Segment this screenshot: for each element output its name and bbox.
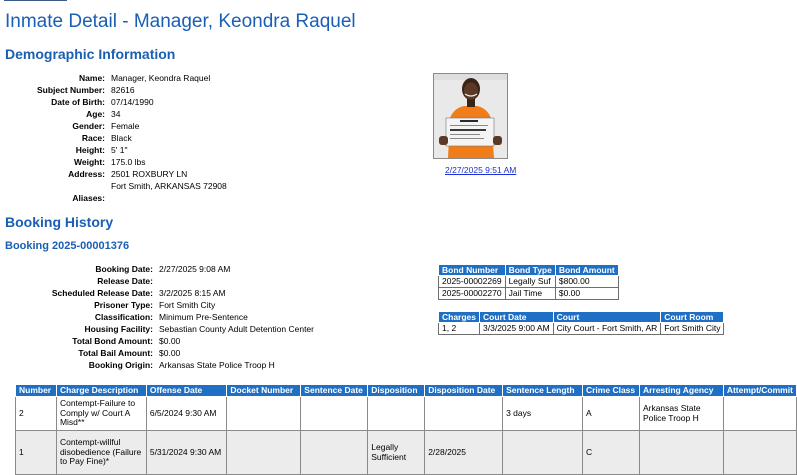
booking-origin-label: Booking Origin:	[88, 360, 153, 370]
demo-row-height	[20, 144, 227, 156]
docket-number-cell	[227, 431, 301, 475]
classification-value: Minimum Pre-Sentence	[159, 312, 248, 322]
booking-row-bail-total	[20, 347, 314, 359]
charge-description-cell: Contempt-Failure to Comply w/ Court A Misd**	[56, 397, 146, 431]
name-label: Name:	[79, 73, 105, 83]
court-charges-header: Charges	[439, 312, 480, 323]
bond-type-cell: Jail Time	[505, 288, 555, 300]
aliases-label: Aliases:	[72, 193, 105, 203]
release-date-label: Release Date:	[97, 276, 153, 286]
booking-date-value: 2/27/2025 9:08 AM	[159, 264, 231, 274]
charge-row	[16, 397, 797, 431]
prisoner-type-label: Prisoner Type:	[94, 300, 153, 310]
bond-amount-header: Bond Amount	[555, 265, 618, 276]
booking-row-bond-total	[20, 335, 314, 347]
dob-value: 07/14/1990	[111, 97, 154, 107]
charge-description-header: Charge Description	[56, 385, 146, 397]
charge-row	[16, 431, 797, 475]
address-line-1: 2501 ROXBURY LN	[111, 169, 188, 179]
person-photo-icon	[434, 74, 507, 158]
scheduled-release-value: 3/2/2025 8:15 AM	[159, 288, 226, 298]
attempt-commit-header: Attempt/Commit	[723, 385, 796, 397]
inmate-photo[interactable]	[433, 73, 508, 159]
booking-row-release	[20, 275, 314, 287]
height-label: Height:	[75, 145, 105, 155]
charge-number-header: Number	[16, 385, 57, 397]
disposition-date-cell: 2/28/2025	[425, 431, 503, 475]
bond-type-cell: Legally Suf	[505, 276, 555, 288]
court-room-cell: Fort Smith City	[661, 323, 724, 335]
offense-date-header: Offense Date	[146, 385, 227, 397]
address-line-2: Fort Smith, ARKANSAS 72908	[111, 181, 227, 191]
booking-details-table	[20, 263, 314, 371]
housing-facility-label: Housing Facility:	[84, 324, 153, 334]
age-label: Age:	[86, 109, 105, 119]
dob-label: Date of Birth:	[51, 97, 105, 107]
attempt-commit-cell	[723, 431, 796, 475]
court-header-row	[439, 312, 724, 323]
arresting-agency-cell: Arkansas State Police Troop H	[639, 397, 723, 431]
court-date-header: Court Date	[480, 312, 554, 323]
offense-date-cell: 6/5/2024 9:30 AM	[146, 397, 227, 431]
sentence-length-cell: 3 days	[503, 397, 583, 431]
disposition-date-cell	[425, 397, 503, 431]
demo-row-race	[20, 132, 227, 144]
booking-row-date	[20, 263, 314, 275]
address-label: Address:	[68, 169, 105, 179]
court-charges-cell: 1, 2	[439, 323, 480, 335]
height-value: 5' 1"	[111, 145, 128, 155]
bond-row	[439, 276, 619, 288]
bond-amount-cell: $800.00	[555, 276, 618, 288]
demo-row-dob	[20, 96, 227, 108]
prisoner-type-value: Fort Smith City	[159, 300, 216, 310]
race-value: Black	[111, 133, 132, 143]
arresting-agency-cell	[639, 431, 723, 475]
charges-header-row	[16, 385, 797, 397]
demo-row-address	[20, 168, 227, 192]
photo-date-link[interactable]: 2/27/2025 9:51 AM	[445, 165, 517, 175]
bond-number-header: Bond Number	[439, 265, 506, 276]
arresting-agency-header: Arresting Agency	[639, 385, 723, 397]
weight-value: 175.0 lbs	[111, 157, 146, 167]
total-bail-label: Total Bail Amount:	[78, 348, 153, 358]
total-bond-label: Total Bond Amount:	[72, 336, 153, 346]
offense-date-cell: 5/31/2024 9:30 AM	[146, 431, 227, 475]
classification-label: Classification:	[94, 312, 153, 322]
bond-number-cell: 2025-00002270	[439, 288, 506, 300]
demographic-table	[20, 72, 227, 204]
page-title: Inmate Detail - Manager, Keondra Raquel	[5, 11, 356, 32]
bond-number-cell: 2025-00002269	[439, 276, 506, 288]
disposition-cell	[368, 397, 425, 431]
court-header: Court	[553, 312, 661, 323]
bond-amount-cell: $0.00	[555, 288, 618, 300]
attempt-commit-cell	[723, 397, 796, 431]
demographic-heading: Demographic Information	[5, 46, 176, 62]
demo-row-aliases	[20, 192, 227, 204]
weight-label: Weight:	[73, 157, 105, 167]
age-value: 34	[111, 109, 121, 119]
scheduled-release-label: Scheduled Release Date:	[51, 288, 153, 298]
booking-row-classification	[20, 311, 314, 323]
demo-row-subject	[20, 84, 227, 96]
court-cell: City Court - Fort Smith, AR	[553, 323, 661, 335]
crime-class-cell: A	[582, 397, 639, 431]
disposition-date-header: Disposition Date	[425, 385, 503, 397]
crime-class-cell: C	[582, 431, 639, 475]
disposition-cell: Legally Sufficient	[368, 431, 425, 475]
gender-value: Female	[111, 121, 140, 131]
booking-row-housing	[20, 323, 314, 335]
charges-table	[15, 384, 797, 475]
sentence-length-header: Sentence Length	[503, 385, 583, 397]
docket-number-header: Docket Number	[227, 385, 301, 397]
court-table	[438, 311, 724, 335]
sentence-date-cell	[301, 397, 368, 431]
court-date-cell: 3/3/2025 9:00 AM	[480, 323, 554, 335]
aliases-value	[111, 192, 227, 204]
subject-number-label: Subject Number:	[36, 85, 105, 95]
demo-row-age	[20, 108, 227, 120]
top-rule	[4, 0, 67, 1]
race-label: Race:	[81, 133, 105, 143]
booking-origin-value: Arkansas State Police Troop H	[159, 360, 275, 370]
bond-type-header: Bond Type	[505, 265, 555, 276]
bond-row	[439, 288, 619, 300]
release-date-value	[159, 275, 314, 287]
subject-number-value: 82616	[111, 85, 135, 95]
housing-facility-value: Sebastian County Adult Detention Center	[159, 324, 314, 334]
total-bond-value: $0.00	[159, 336, 181, 346]
bond-header-row	[439, 265, 619, 276]
booking-row-origin	[20, 359, 314, 371]
gender-label: Gender:	[72, 121, 105, 131]
booking-row-scheduled	[20, 287, 314, 299]
demo-row-name	[20, 72, 227, 84]
crime-class-header: Crime Class	[582, 385, 639, 397]
sentence-length-cell	[503, 431, 583, 475]
court-row	[439, 323, 724, 335]
booking-date-label: Booking Date:	[95, 264, 153, 274]
charge-description-cell: Contempt-willful disobedience (Failure to Pay Fine)*	[56, 431, 146, 475]
sentence-date-cell	[301, 431, 368, 475]
disposition-header: Disposition	[368, 385, 425, 397]
demo-row-gender	[20, 120, 227, 132]
address-value	[111, 168, 227, 192]
total-bail-value: $0.00	[159, 348, 181, 358]
docket-number-cell	[227, 397, 301, 431]
booking-row-prisoner-type	[20, 299, 314, 311]
name-value: Manager, Keondra Raquel	[111, 73, 211, 83]
charge-number-cell: 1	[16, 431, 57, 475]
sentence-date-header: Sentence Date	[301, 385, 368, 397]
court-room-header: Court Room	[661, 312, 724, 323]
demo-row-weight	[20, 156, 227, 168]
charge-number-cell: 2	[16, 397, 57, 431]
bond-table	[438, 264, 619, 300]
booking-number-heading: Booking 2025-00001376	[5, 240, 130, 252]
booking-history-heading: Booking History	[5, 214, 114, 230]
